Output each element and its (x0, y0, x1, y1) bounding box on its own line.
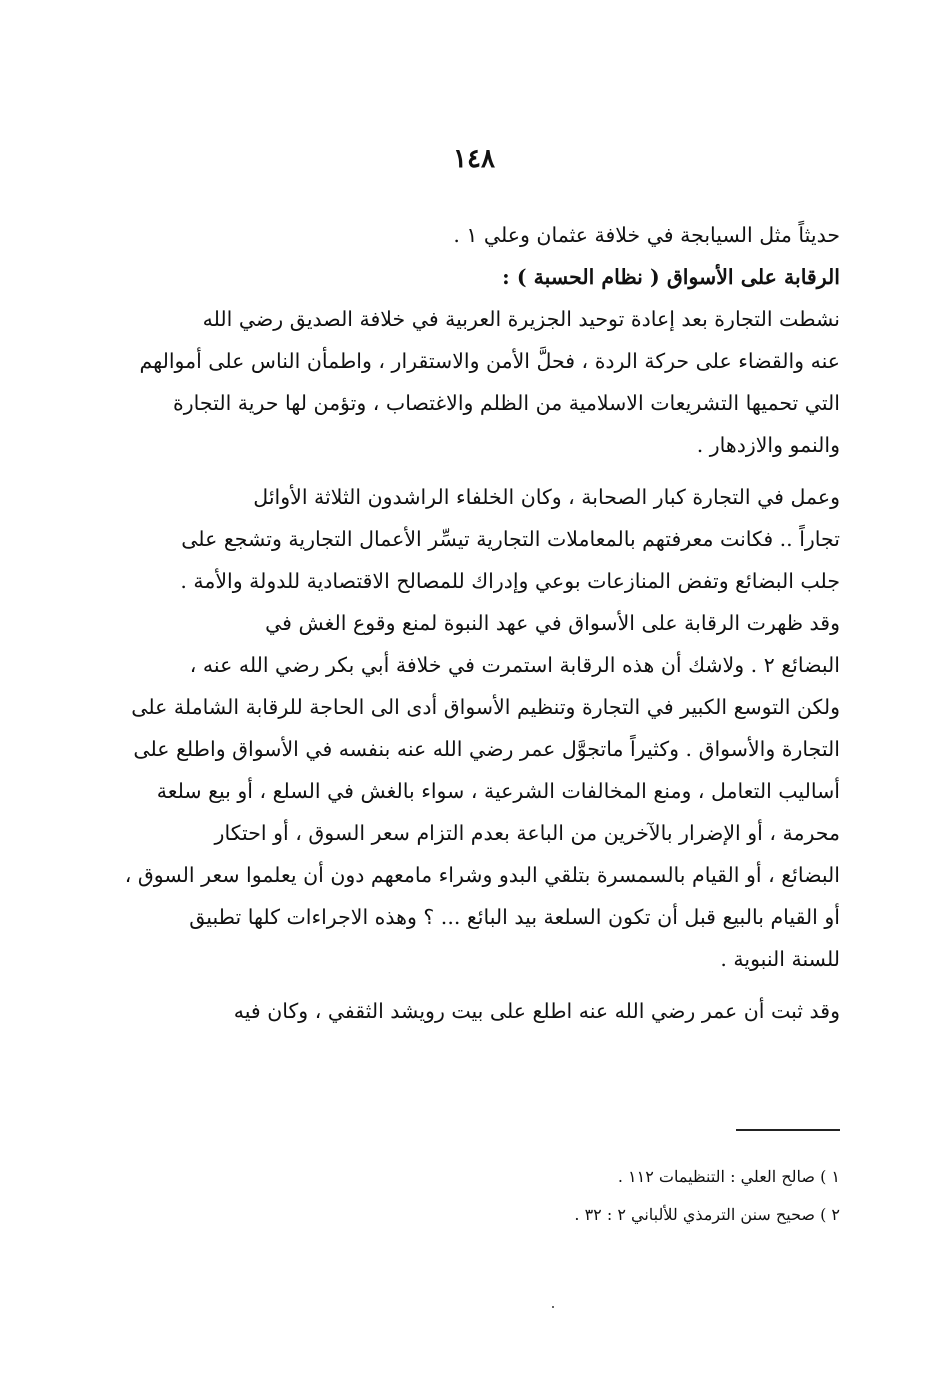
footnote: ٢ ) صحيح سنن الترمذي للألباني ٢ : ٣٢ . (574, 1205, 840, 1224)
footnote-separator (736, 1129, 840, 1131)
text-line: التي تحميها التشريعات الاسلامية من الظلم والاغتصاب ، وتؤمن لها حرية التجارة (173, 391, 840, 415)
page-number: ١٤٨ (453, 144, 495, 174)
text-line: حديثاً مثل السيابجة في خلافة عثمان وعلي ١ . (453, 223, 840, 247)
text-line: البضائع ٢ . ولاشك أن هذه الرقابة استمرت في خلافة أبي بكر رضي الله عنه ، (189, 653, 840, 677)
footnotes (300, 1158, 840, 1234)
text-line: ولكن التوسع الكبير في التجارة وتنظيم الأسواق أدى الى الحاجة للرقابة الشاملة على (131, 695, 840, 719)
text-line: عنه والقضاء على حركة الردة ، فحلَّ الأمن والاستقرار ، واطمأن الناس على أموالهم (139, 349, 840, 373)
text-line: أساليب التعامل ، ومنع المخالفات الشرعية ، سواء بالغش في السلع ، أو بيع سلعة (156, 779, 840, 803)
text-line: وعمل في التجارة كبار الصحابة ، وكان الخلفاء الراشدون الثلاثة الأوائل (253, 485, 840, 509)
paragraph-gap (82, 466, 840, 476)
footnote: ١ ) صالح العلي : التنظيمات ١١٢ . (617, 1167, 840, 1186)
paragraph-gap (82, 980, 840, 990)
text-line: جلب البضائع وتفض المنازعات بوعي وإدراك للمصالح الاقتصادية للدولة والأمة . (180, 569, 840, 593)
text-line: التجارة والأسواق . وكثيراً ماتجوَّل عمر رضي الله عنه بنفسه في الأسواق واطلع على (133, 737, 840, 761)
text-line: للسنة النبوية . (720, 947, 840, 971)
text-line: وقد ثبت أن عمر رضي الله عنه اطلع على بيت رويشد الثقفي ، وكان فيه (233, 999, 840, 1023)
body-text (82, 214, 840, 1032)
text-line: البضائع ، أو القيام بالسمسرة بتلقي البدو وشراء مامعهم دون أن يعلموا سعر السوق ، (124, 863, 840, 887)
text-line: محرمة ، أو الإضرار بالآخرين من الباعة بعدم التزام سعر السوق ، أو احتكار (214, 821, 840, 845)
text-line: وقد ظهرت الرقابة على الأسواق في عهد النبوة لمنع وقوع الغش في (265, 611, 840, 635)
text-line: نشطت التجارة بعد إعادة توحيد الجزيرة العربية في خلافة الصديق رضي الله (202, 307, 840, 331)
text-line: تجاراً .. فكانت معرفتهم بالمعاملات التجارية تيسِّر الأعمال التجارية وتشجع على (181, 527, 840, 551)
section-heading: الرقابة على الأسواق ( نظام الحسبة ) : (502, 265, 840, 289)
text-line: والنمو والازدهار . (696, 433, 840, 457)
scan-speck (552, 1306, 554, 1308)
text-line: أو القيام بالبيع قبل أن تكون السلعة بيد البائع ... ؟ وهذه الاجراءات كلها تطبيق (189, 905, 840, 929)
